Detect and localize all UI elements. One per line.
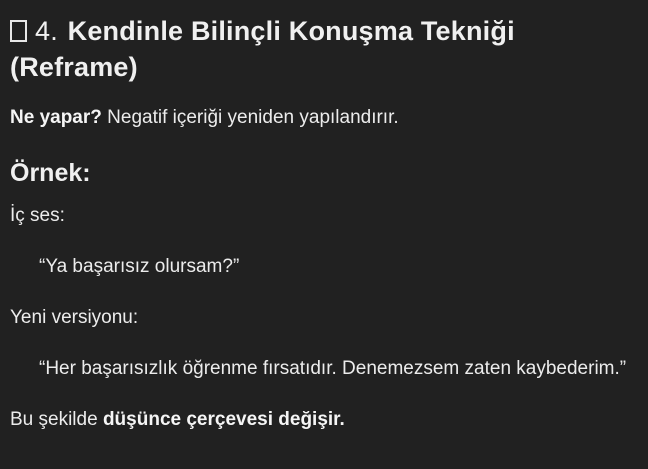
section-number: 4. — [35, 16, 58, 46]
example-heading: Örnek: — [10, 159, 91, 187]
section-title: Kendinle Bilinçli Konuşma Tekniği — [67, 16, 515, 46]
new-version-label: Yeni versiyonu: — [10, 307, 139, 328]
new-version-quote: “Her başarısızlık öğrenme fırsatıdır. Denemezsem zaten kaybederim.” — [39, 358, 627, 379]
document-content — [10, 0, 640, 433]
section-heading — [10, 0, 640, 85]
what-paragraph — [10, 105, 640, 131]
section-title-subtitle: (Reframe) — [10, 52, 138, 82]
inner-voice-label: İç ses: — [10, 205, 65, 226]
inner-voice-quote: “Ya başarısız olursam?” — [39, 256, 240, 277]
what-label: Ne yapar? — [10, 107, 102, 128]
what-text: Negatif içeriği yeniden yapılandırır. — [101, 107, 399, 128]
conclusion-prefix: Bu şekilde — [10, 409, 103, 430]
missing-glyph-icon — [10, 20, 27, 42]
conclusion-bold: düşünce çerçevesi değişir. — [102, 409, 345, 430]
conclusion-paragraph — [10, 407, 640, 433]
